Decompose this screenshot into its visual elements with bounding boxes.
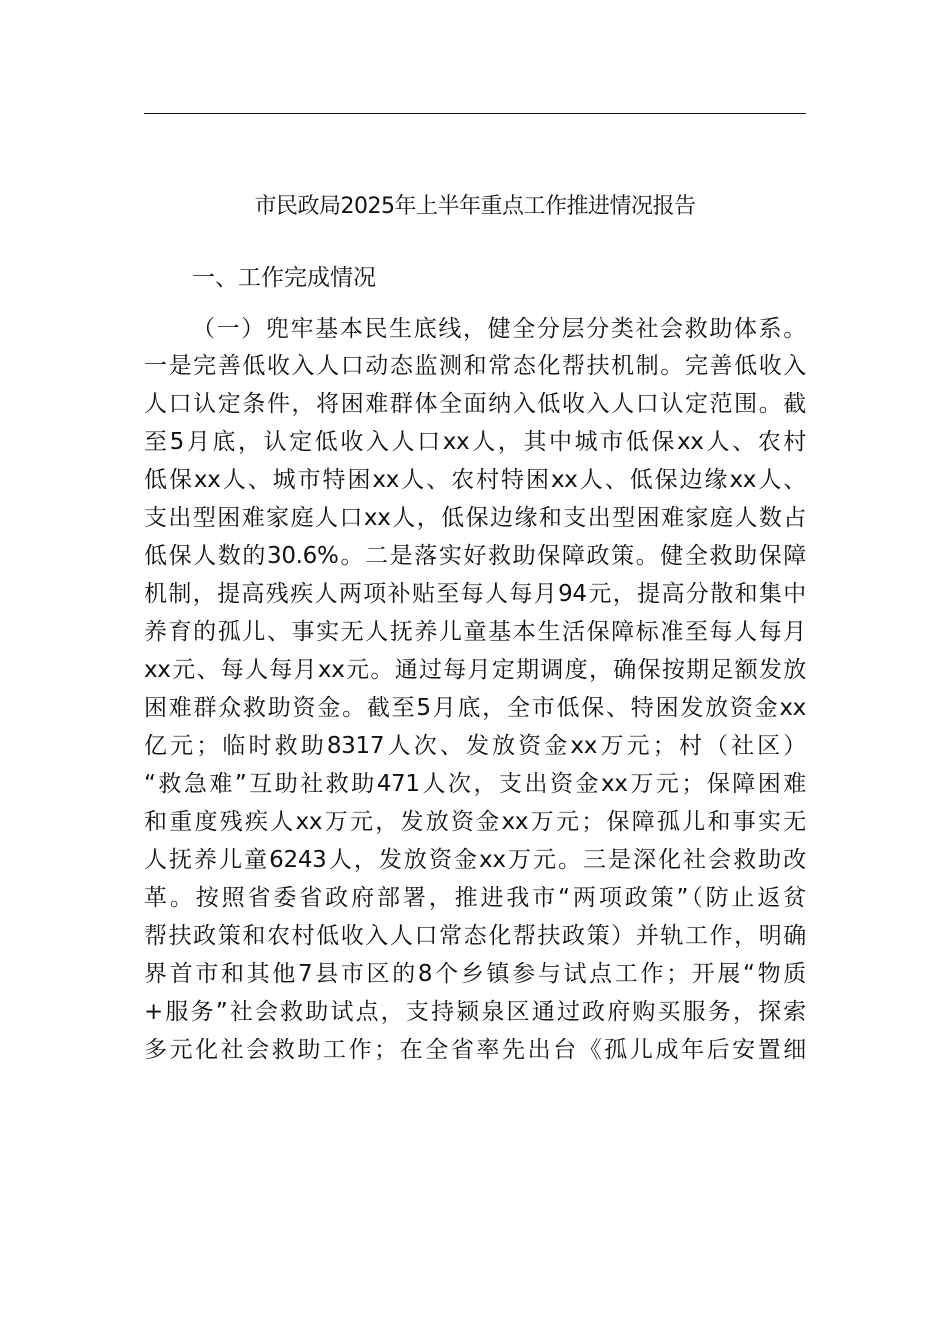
body-line: 革。按照省委省政府部署，推进我市“两项政策”（防止返贫 (144, 885, 806, 911)
body-line: 低保xx人、城市特困xx人、农村特困xx人、低保边缘xx人、 (144, 467, 806, 493)
body-line: 界首市和其他7县市区的8个乡镇参与试点工作；开展“物质 (144, 961, 806, 987)
body-line: 多元化社会救助工作；在全省率先出台《孤儿成年后安置细 (144, 1037, 806, 1063)
body-line: 支出型困难家庭人口xx人，低保边缘和支出型困难家庭人数占 (144, 505, 806, 531)
body-line: 困难群众救助资金。截至5月底，全市低保、特困发放资金xx (144, 695, 806, 721)
body-line: （一）兜牢基本民生底线，健全分层分类社会救助体系。 (192, 316, 806, 342)
body-line: “救急难”互助社救助471人次，支出资金xx万元；保障困难 (144, 771, 806, 797)
header-rule (144, 113, 806, 114)
body-line: xx元、每人每月xx元。通过每月定期调度，确保按期足额发放 (144, 657, 806, 683)
body-line: 帮扶政策和农村低收入人口常态化帮扶政策）并轨工作，明确 (144, 923, 806, 949)
body-line: +服务”社会救助试点，支持颍泉区通过政府购买服务，探索 (144, 999, 806, 1025)
body-line: 人抚养儿童6243人，发放资金xx万元。三是深化社会救助改 (144, 847, 806, 873)
body-line: 亿元；临时救助8317人次、发放资金xx万元；村（社区） (144, 733, 806, 759)
body-line: 和重度残疾人xx万元，发放资金xx万元；保障孤儿和事实无 (144, 809, 806, 835)
body-line: 人口认定条件，将困难群体全面纳入低收入人口认定范围。截 (144, 391, 806, 417)
body-line: 机制，提高残疾人两项补贴至每人每月94元，提高分散和集中 (144, 581, 806, 607)
document-title: 市民政局2025年上半年重点工作推进情况报告 (254, 194, 696, 219)
body-line: 低保人数的30.6%。二是落实好救助保障政策。健全救助保障 (144, 543, 806, 569)
body-line: 一是完善低收入人口动态监测和常态化帮扶机制。完善低收入 (144, 353, 806, 379)
body-line: 养育的孤儿、事实无人抚养儿童基本生活保障标准至每人每月 (144, 619, 806, 645)
section-heading: 一、工作完成情况 (192, 265, 376, 291)
body-line: 至5月底，认定低收入人口xx人，其中城市低保xx人、农村 (144, 429, 806, 455)
